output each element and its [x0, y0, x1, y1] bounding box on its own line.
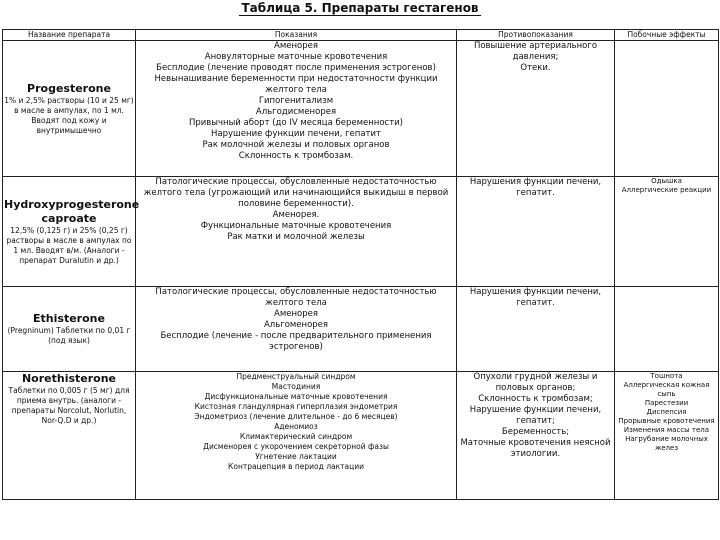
side-effect: Одышка	[651, 177, 682, 185]
indication: Предменструальный синдром	[236, 372, 356, 381]
drug-name: Norethisterone	[21, 372, 117, 385]
side-effect: Парестезии	[644, 399, 689, 407]
side-effect: Нагрубание молочных желез	[625, 435, 708, 452]
table-title: Таблица 5. Препараты гестагенов	[241, 1, 479, 15]
indication: Аменорея	[274, 309, 318, 319]
drug-name: Progesterone	[27, 81, 111, 95]
indication: Кистозная гландулярная гиперплазия эндометрия	[194, 402, 398, 411]
indications-cell	[136, 177, 457, 287]
indication: Склонность к тромбозам.	[238, 151, 354, 161]
side-effect: Прорывные кровотечения	[618, 417, 715, 425]
indication: Патологические процессы, обусловленные недостаточностью желтого тела (угрожающий или начинающийся выкидыш в первой половине беременности).	[143, 177, 449, 209]
drug-cell	[3, 177, 140, 287]
table-row	[3, 287, 719, 372]
side-effects-cell	[615, 372, 719, 500]
side-effect: Изменения массы тела	[623, 426, 710, 434]
indication: Климактерический синдром	[239, 432, 353, 441]
indication: Функциональные маточные кровотечения	[200, 221, 392, 231]
gestagen-table	[2, 29, 719, 500]
side-effects-cell	[615, 41, 719, 177]
table-row	[3, 177, 719, 287]
drug-cell	[3, 41, 136, 177]
side-effects-cell	[615, 177, 719, 287]
indications-cell	[136, 372, 457, 500]
header-contraindications: Противопоказания	[457, 30, 615, 41]
indication: Контрацепция в период лактации	[228, 462, 364, 471]
drug-details: (Pregninum) Таблетки по 0,01 г (под язык)	[7, 326, 131, 345]
side-effect: Аллергическая кожная сыпь	[623, 381, 710, 398]
contraindications-cell	[457, 372, 615, 500]
header-indications: Показания	[136, 30, 457, 41]
table-row	[3, 372, 719, 500]
indication: Аменорея	[274, 41, 318, 51]
table-row	[3, 41, 719, 177]
side-effect: Аллергические реакции	[621, 186, 712, 194]
indication: Аденомиоз	[274, 422, 318, 431]
indication: Мастодиния	[271, 382, 321, 391]
indication: Угнетение лактации	[255, 452, 337, 461]
contraindication: Маточные кровотечения неясной этиологии.	[460, 438, 611, 459]
indication: Альгодисменорея	[255, 107, 337, 117]
drug-name: Hydroxyprogesterone caproate	[4, 197, 140, 225]
header-side-effects: Побочные эффекты	[615, 30, 719, 41]
indication: Нарушение функции печени, гепатит	[211, 129, 381, 139]
indications-cell	[136, 41, 457, 177]
side-effect: Тошнота	[650, 372, 683, 380]
indication: Рак матки и молочной железы	[227, 232, 365, 242]
indication: Альгоменорея	[263, 320, 329, 330]
indication: Бесплодие (лечение проводят после применения эстрогенов)	[156, 63, 436, 73]
indications-cell	[136, 287, 457, 372]
indication: Бесплодие (лечение - после предварительного применения эстрогенов)	[160, 331, 432, 352]
indication: Аменорея.	[272, 210, 320, 220]
side-effect: Диспепсия	[646, 408, 687, 416]
drug-cell	[3, 372, 136, 500]
contraindication: Отеки.	[520, 63, 551, 73]
header-drug-name: Название препарата	[3, 30, 136, 41]
drug-details: 12,5% (0,125 г) и 25% (0,25 г) растворы в масле в ампулах по 1 мл. Вводят в/м. (Аналоги - препарат Duralutin и др.)	[6, 225, 132, 265]
drug-details: 1% и 2,5% растворы (10 и 25 мг) в масле в ампулах, по 1 мл. Вводят под кожу и внутримышечно	[4, 95, 134, 135]
header-row	[3, 30, 719, 41]
contraindication: Нарушения функции печени, гепатит.	[469, 177, 602, 198]
contraindications-cell	[457, 177, 615, 287]
contraindications-cell	[457, 41, 615, 177]
indication: Гипогенитализм	[258, 96, 334, 106]
indication: Привычный аборт (до IV месяца беременности)	[188, 118, 403, 128]
indication: Невынашивание беременности при недостаточности функции желтого тела	[154, 74, 438, 95]
contraindication: Склонность к тромбозам;	[478, 394, 593, 404]
contraindication: Повышение артериального давления;	[473, 41, 598, 62]
indication: Эндометриоз (лечение длительное - до 6 месяцев)	[194, 412, 398, 421]
drug-name: Ethisterone	[33, 312, 105, 325]
indication: Рак молочной железы и половых органов	[202, 140, 390, 150]
contraindication: Беременность;	[501, 427, 570, 437]
contraindications-cell	[457, 287, 615, 372]
indication: Дисфункциональные маточные кровотечения	[204, 392, 388, 401]
drug-details: Таблетки по 0,005 г (5 мг) для приема внутрь. (аналоги - препараты Norcolut, Norlutin, Nor-Q.D и др.)	[8, 386, 130, 425]
indication: Дисменорея с укорочением секреторной фазы	[203, 442, 389, 451]
indication: Ановуляторные маточные кровотечения	[204, 52, 388, 62]
indication: Патологические процессы, обусловленные недостаточностью желтого тела	[155, 287, 437, 308]
side-effects-cell	[615, 287, 719, 372]
contraindication: Нарушение функции печени, гепатит;	[469, 405, 602, 426]
contraindication: Нарушения функции печени, гепатит.	[469, 287, 602, 308]
drug-cell	[3, 287, 136, 372]
contraindication: Опухоли грудной железы и половых органов;	[473, 372, 598, 393]
